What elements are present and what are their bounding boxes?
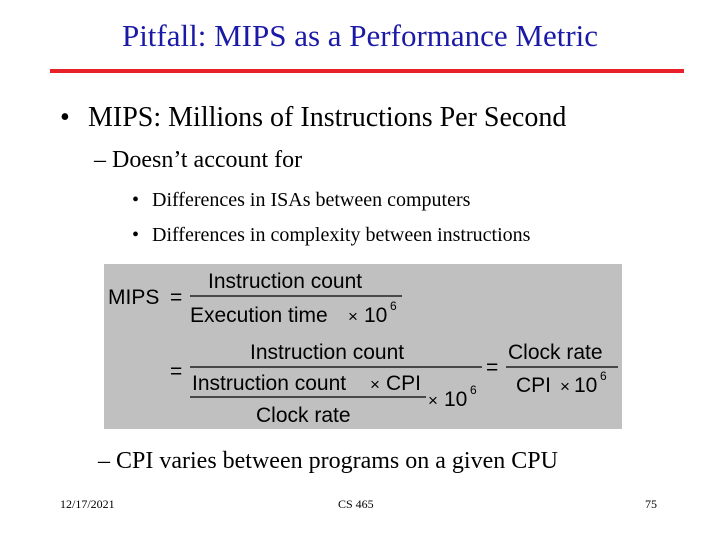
footer-page-number: 75 bbox=[645, 497, 657, 511]
formula-equals-1: = bbox=[170, 286, 183, 309]
title-divider bbox=[50, 69, 684, 73]
slide-title: Pitfall: MIPS as a Performance Metric bbox=[121, 18, 599, 53]
formula-times: × bbox=[428, 391, 438, 410]
formula-l2-den-count: Instruction count bbox=[192, 372, 347, 395]
bullet-marker: • bbox=[132, 224, 140, 246]
formula-ten: 10 bbox=[444, 388, 468, 411]
bullet-mips-text: MIPS: Millions of Instructions Per Second bbox=[88, 102, 567, 133]
formula-ten: 10 bbox=[364, 304, 388, 327]
formula-times: × bbox=[560, 377, 570, 396]
formula-exponent: 6 bbox=[600, 369, 607, 383]
formula-times: × bbox=[370, 375, 380, 394]
formula-rhs-numerator: Clock rate bbox=[508, 341, 603, 364]
sub-bullet-account: – Doesn’t account for bbox=[94, 147, 303, 173]
formula-times: × bbox=[348, 307, 358, 326]
formula-exponent: 6 bbox=[390, 299, 397, 313]
sub-bullet-complexity-text: Differences in complexity between instructions bbox=[152, 224, 531, 246]
formula-ten: 10 bbox=[574, 374, 598, 397]
sub-bullet-cpi: – CPI varies between programs on a given CPU bbox=[98, 448, 558, 474]
footer-date: 12/17/2021 bbox=[60, 497, 115, 511]
formula-lhs: MIPS bbox=[108, 286, 160, 309]
formula-equals-2: = bbox=[170, 360, 183, 383]
mips-formula bbox=[104, 264, 622, 429]
formula-rhs-den-cpi: CPI bbox=[516, 374, 552, 397]
formula-l2-numerator: Instruction count bbox=[250, 341, 405, 364]
formula-equals-3: = bbox=[486, 356, 499, 379]
footer-course: CS 465 bbox=[338, 497, 374, 511]
sub-bullet-isa-text: Differences in ISAs between computers bbox=[152, 189, 471, 211]
bullet-marker: • bbox=[132, 189, 140, 211]
bullet-marker: • bbox=[60, 102, 70, 133]
formula-l2-clock: Clock rate bbox=[256, 404, 351, 427]
formula-graphic bbox=[104, 264, 622, 429]
formula-l2-den-cpi: CPI bbox=[386, 372, 422, 395]
formula-exponent: 6 bbox=[470, 383, 477, 397]
formula-l1-numerator: Instruction count bbox=[208, 270, 363, 293]
formula-l1-denominator: Execution time bbox=[190, 304, 328, 327]
